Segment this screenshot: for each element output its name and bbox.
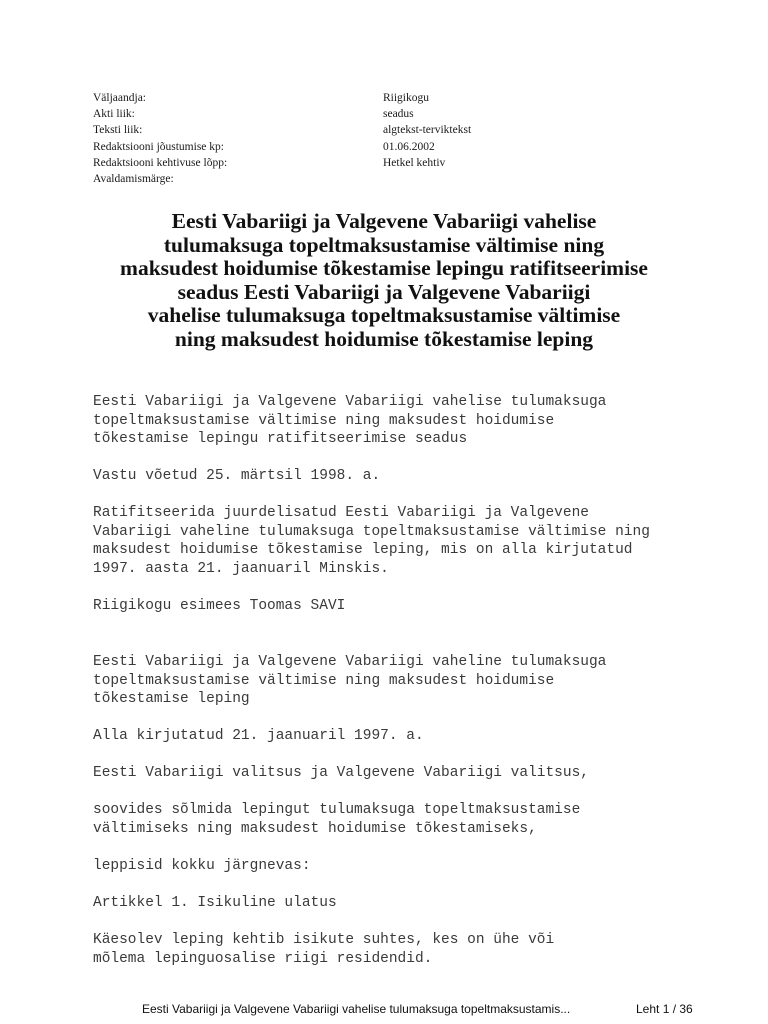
metadata-label: Redaktsiooni kehtivuse lõpp: [93, 156, 228, 169]
text-line: 1997. aasta 21. jaanuaril Minskis. [93, 560, 389, 577]
metadata-value: 01.06.2002 [383, 140, 435, 153]
text-line: soovides sõlmida lepingut tulumaksuga topeltmaksustamise [93, 802, 581, 818]
metadata-row-text-type [93, 122, 583, 138]
title-line: Eesti Vabariigi ja Valgevene Vabariigi vahelise [171, 209, 597, 233]
metadata-row-publication-note [93, 171, 583, 187]
article-heading [93, 894, 337, 913]
text-line: Alla kirjutatud 21. jaanuaril 1997. a. [93, 728, 424, 744]
metadata-label: Avaldamismärge: [93, 172, 174, 185]
metadata-value: seadus [383, 108, 414, 121]
text-line: mõlema lepinguosalise riigi residendid. [93, 950, 433, 967]
text-line: topeltmaksustamise vältimise ning maksudest hoidumise [93, 672, 555, 689]
paragraph-desiring [93, 801, 580, 838]
metadata-value [383, 171, 583, 187]
paragraph-ratification [93, 504, 650, 578]
text-line: Riigikogu esimees Toomas SAVI [93, 598, 346, 614]
text-line: Artikkel 1. Isikuline ulatus [93, 895, 337, 911]
title-line: vahelise tulumaksuga topeltmaksustamise vältimise [147, 303, 621, 328]
title-line: ning maksudest hoidumise tõkestamise leping [174, 326, 594, 351]
text-line: tõkestamise leping [93, 691, 250, 708]
text-line: vältimiseks ning maksudest hoidumise tõkestamiseks, [93, 820, 537, 837]
document-title [60, 210, 708, 352]
paragraph-act-name [93, 393, 606, 449]
metadata-label: Väljaandja: [93, 92, 147, 104]
paragraph-governments [93, 764, 589, 783]
text-line: Ratifitseerida juurdelisatud Eesti Vabariigi ja Valgevene [93, 505, 589, 521]
metadata-label: Redaktsiooni jõustumise kp: [93, 140, 224, 153]
metadata-value: Hetkel kehtiv [383, 156, 446, 169]
text-line: Eesti Vabariigi valitsus ja Valgevene Vabariigi valitsus, [93, 765, 589, 781]
text-line: Eesti Vabariigi ja Valgevene Vabariigi vaheline tulumaksuga [93, 654, 607, 670]
metadata-row-publisher [93, 90, 583, 106]
text-line: tõkestamise lepingu ratifitseerimise seadus [93, 431, 468, 448]
metadata-label: Akti liik: [93, 108, 135, 121]
title-line: tulumaksuga topeltmaksustamise vältimise ning [163, 232, 605, 257]
paragraph-adopted-date [93, 467, 380, 486]
paragraph-agreed [93, 857, 311, 876]
paragraph-signatory [93, 597, 345, 616]
text-line: Vabariigi vaheline tulumaksuga topeltmaksustamise vältimise ning [93, 523, 650, 540]
paragraph-signed-date [93, 727, 424, 746]
metadata-label: Teksti liik: [93, 124, 143, 137]
metadata-value: Riigikogu [383, 92, 430, 104]
title-line: maksudest hoidumise tõkestamise lepingu ratifitseerimise [120, 256, 648, 281]
text-line: leppisid kokku järgnevas: [93, 858, 311, 874]
metadata-value: algtekst-terviktekst [383, 124, 472, 137]
paragraph-agreement-name [93, 653, 606, 709]
text-line: maksudest hoidumise tõkestamise leping, mis on alla kirjutatud [93, 542, 633, 559]
text-line: Vastu võetud 25. märtsil 1998. a. [93, 468, 381, 484]
paragraph-scope [93, 931, 554, 968]
metadata-row-validity-end [93, 155, 583, 171]
footer-document-title: Eesti Vabariigi ja Valgevene Vabariigi vahelise tulumaksuga topeltmaksustamis... [142, 1002, 571, 1016]
text-line: Eesti Vabariigi ja Valgevene Vabariigi vahelise tulumaksuga [93, 394, 607, 410]
text-line: Käesolev leping kehtib isikute suhtes, kes on ühe või [93, 932, 555, 948]
metadata-row-effective-date [93, 139, 583, 155]
text-line: topeltmaksustamise vältimise ning maksudest hoidumise [93, 412, 555, 429]
footer-page-number: Leht 1 / 36 [636, 1002, 693, 1016]
title-line: seadus Eesti Vabariigi ja Valgevene Vabariigi [177, 279, 591, 304]
document-metadata [93, 90, 583, 187]
metadata-row-act-type [93, 106, 583, 122]
